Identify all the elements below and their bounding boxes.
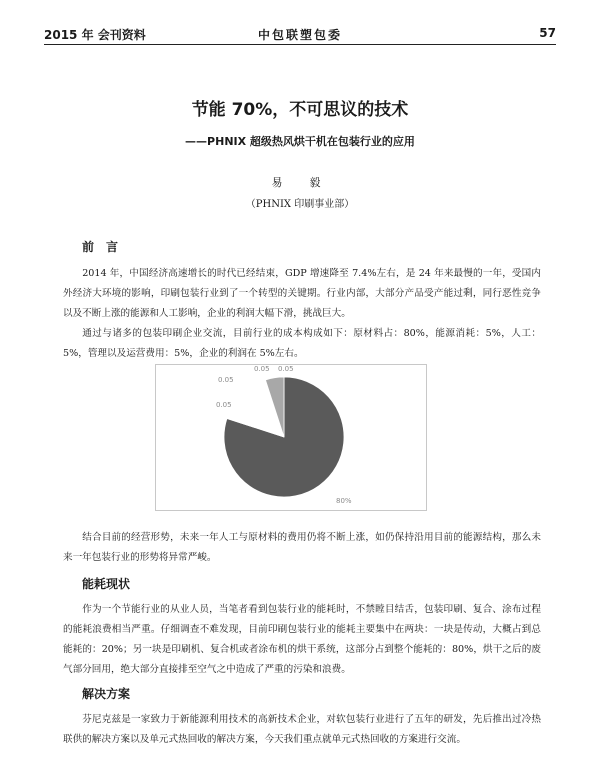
article-title: 节能 70%，不可思议的技术: [191, 100, 409, 120]
cost-pie-chart: [155, 364, 427, 511]
pie-data-label: 0.05: [278, 365, 294, 373]
preface-paragraph-2: 通过与诸多的包装印刷企业交流，目前行业的成本构成如下：原材料占：80%，能源消耗：5%，人工：5%，管理以及运营费用：5%，企业的利润在 5%左右。: [63, 328, 541, 359]
section-heading-solution: 解决方案: [82, 687, 131, 701]
energy-paragraph-1: 作为一个节能行业的从业人员，当笔者看到包装行业的能耗时，不禁瞠目结舌，包装印刷、复合、涂布过程的能耗浪费相当严重。仔细调查不难发现，目前印刷包装行业的能耗主要集中在两块：一块是传动，大概占到总能耗的：20%；另一块是印刷机、复合机或者涂布机的烘干系统，这部分占到整个能耗的：80%，烘干之后的废气部分回用，绝大部分直接排至空气之中造成了严重的污染和浪费。: [63, 604, 541, 675]
pie-data-label: 80%: [336, 497, 352, 505]
running-header: [44, 24, 556, 45]
article-subtitle: ——PHNIX 超级热风烘干机在包装行业的应用: [185, 135, 415, 148]
pie-data-label: 0.05: [216, 401, 232, 409]
author-name: 易 毅: [271, 176, 329, 189]
section-heading-energy: 能耗现状: [82, 577, 131, 591]
page-number: 57: [539, 26, 556, 40]
journal-name: 中包联塑包委: [257, 28, 342, 42]
pie-data-label: 0.05: [254, 365, 270, 373]
pie-data-label: 0.05: [218, 376, 234, 384]
journal-info: 2015 年 会刊资料: [44, 28, 146, 42]
pie-svg: [156, 365, 426, 510]
preface-paragraph-1: 2014 年，中国经济高速增长的时代已经结束，GDP 增速降至 7.4%左右，是 24 年来最慢的一年，受国内外经济大环境的影响，印刷包装行业到了一个转型的关键期。行业内部，大部分产品受产能过剩，同行恶性竞争以及不断上涨的能源和人工影响，企业的利润大幅下滑，挑战巨大。: [63, 268, 541, 319]
solution-paragraph-1: 芬尼克兹是一家致力于新能源利用技术的高新技术企业，对软包装行业进行了五年的研发，先后推出过冷热联供的解决方案以及单元式热回收的解决方案，今天我们重点就单元式热回收的方案进行交流。: [63, 714, 541, 745]
section-heading-preface: 前 言: [82, 240, 119, 254]
preface-paragraph-3: 结合目前的经营形势，未来一年人工与原材料的费用仍将不断上涨，如仍保持沿用目前的能源结构，那么未来一年包装行业的形势将异常严峻。: [63, 532, 541, 563]
author-affiliation: （PHNIX 印刷事业部）: [245, 199, 355, 210]
